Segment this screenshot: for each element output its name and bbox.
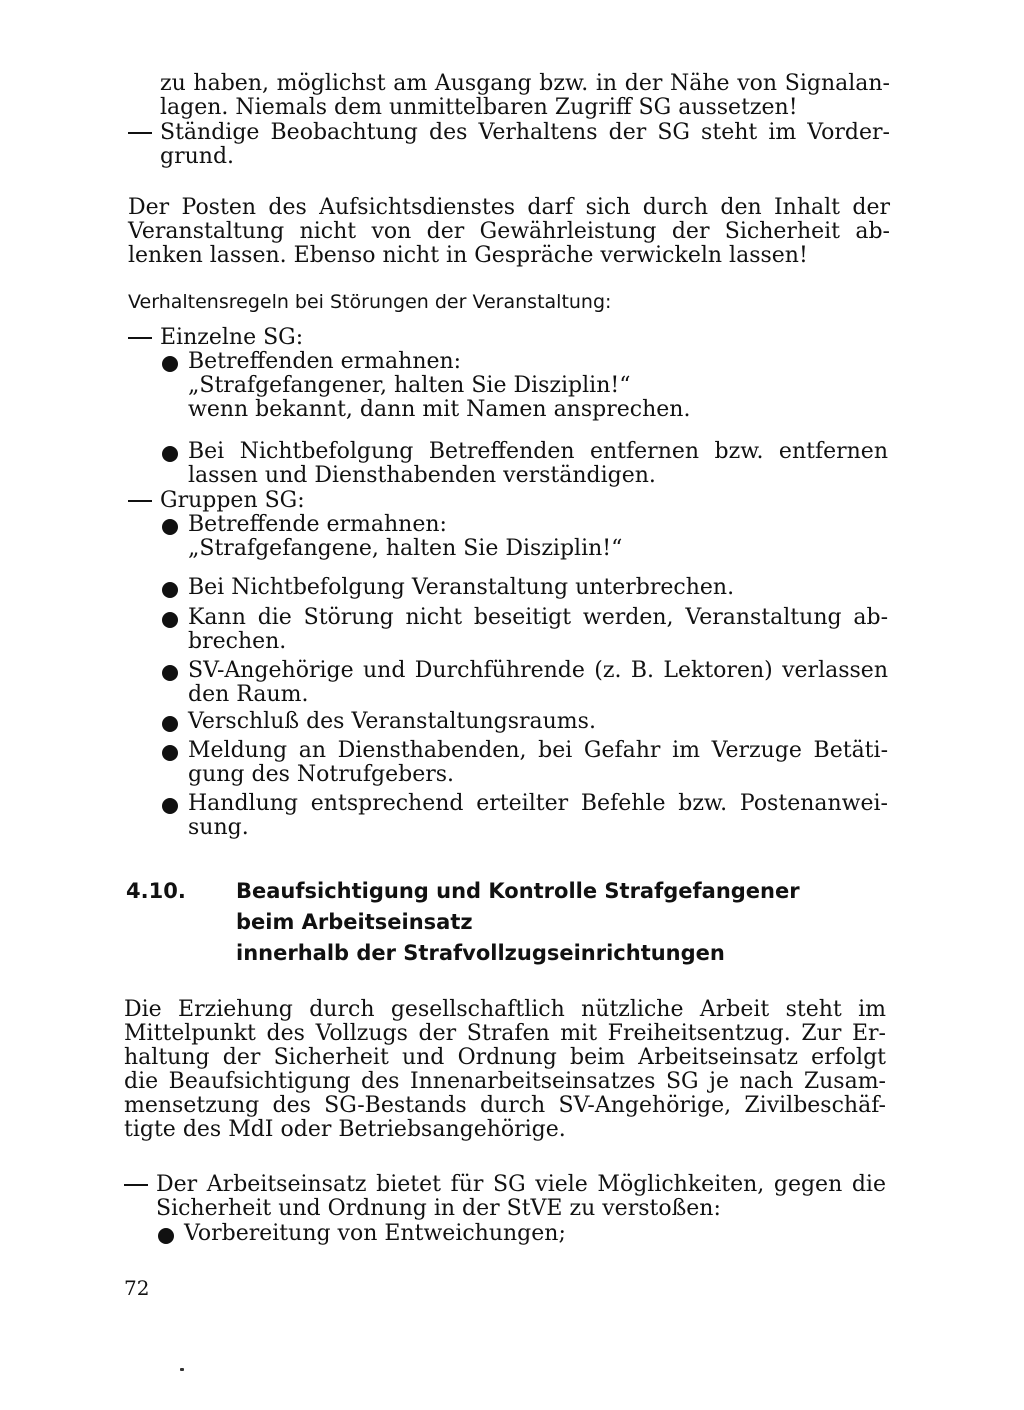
section-number: 4.10. <box>126 879 186 903</box>
section-title-line: Beaufsichtigung und Kontrolle Strafgefangener <box>236 879 800 903</box>
paragraph-erziehung <box>124 998 886 1142</box>
bullet-item <box>188 710 888 734</box>
text-line: Handlung entsprechend erteilter Befehle bzw. Postenanwei- <box>188 791 888 816</box>
text-line: Bei Nichtbefolgung Veranstaltung unterbrechen. <box>188 575 735 600</box>
bullet-icon <box>162 716 178 732</box>
bullet-icon <box>162 356 178 372</box>
text-line: Ständige Beobachtung des Verhaltens der SG steht im Vorder- <box>160 120 890 145</box>
text-line: Der Arbeitseinsatz bietet für SG viele Möglichkeiten, gegen die <box>156 1172 886 1197</box>
bullet-icon <box>162 798 178 814</box>
text-line: Die Erziehung durch gesellschaftlich nützliche Arbeit steht im <box>124 997 886 1022</box>
dash-marker <box>128 500 152 502</box>
dash-item-arbeitseinsatz <box>156 1173 886 1221</box>
section-title <box>236 876 876 969</box>
text-line: die Beaufsichtigung des Innenarbeitseinsatzes SG je nach Zusam- <box>124 1069 886 1094</box>
text-line: Meldung an Diensthabenden, bei Gefahr im Verzuge Betäti- <box>188 738 888 763</box>
text-line: brechen. <box>188 629 287 654</box>
dash-marker <box>128 132 152 134</box>
text-line: lagen. Niemals dem unmittelbaren Zugriff SG aussetzen! <box>160 95 798 120</box>
text-line: Sicherheit und Ordnung in der StVE zu verstoßen: <box>156 1196 721 1221</box>
bullet-icon <box>158 1228 174 1244</box>
gruppen-label: Gruppen SG: <box>160 488 305 513</box>
bullet-item: Vorbereitung von Entweichungen; <box>184 1221 566 1246</box>
bullet-icon <box>162 665 178 681</box>
text-line: den Raum. <box>188 682 309 707</box>
bullet-item <box>188 792 888 840</box>
text-line: sung. <box>188 815 249 840</box>
text-line: Bei Nichtbefolgung Betreffenden entfernen bzw. entfernen <box>188 439 888 464</box>
text-line: Betreffenden ermahnen: <box>188 349 462 374</box>
paragraph-posten <box>128 196 890 268</box>
bullet-icon <box>162 446 178 462</box>
bullet-icon <box>162 612 178 628</box>
text-line: mensetzung des SG-Bestands durch SV-Angehörige, Zivilbeschäf- <box>124 1093 886 1118</box>
dash-marker <box>128 337 152 339</box>
bullet-icon <box>162 519 178 535</box>
text-line: tigte des MdI oder Betriebsangehörige. <box>124 1117 566 1142</box>
einzelne-label: Einzelne SG: <box>160 325 304 350</box>
text-line: lenken lassen. Ebenso nicht in Gespräche verwickeln lassen! <box>128 243 808 268</box>
quote-line: „Strafgefangene, halten Sie Disziplin!“ <box>188 536 623 561</box>
text-line: Kann die Störung nicht beseitigt werden, Veranstaltung ab- <box>188 605 888 630</box>
text-line: Verschluß des Veranstaltungsraums. <box>188 709 596 734</box>
bullet-item <box>188 440 888 488</box>
rules-heading: Verhaltensregeln bei Störungen der Veranstaltung: <box>128 291 612 313</box>
scan-speck <box>180 1368 184 1371</box>
continuation-text <box>160 72 890 120</box>
text-line: lassen und Diensthabenden verständigen. <box>188 463 656 488</box>
text-line: SV-Angehörige und Durchführende (z. B. Lektoren) verlassen <box>188 658 888 683</box>
text-line: wenn bekannt, dann mit Namen ansprechen. <box>188 397 691 422</box>
bullet-icon <box>162 745 178 761</box>
bullet-item <box>188 350 888 422</box>
bullet-icon <box>162 582 178 598</box>
bullet-item <box>188 739 888 787</box>
text-line: zu haben, möglichst am Ausgang bzw. in der Nähe von Signalan- <box>160 71 890 96</box>
section-title-line: beim Arbeitseinsatz <box>236 910 473 934</box>
text-line: Veranstaltung nicht von der Gewährleistung der Sicherheit ab- <box>128 219 890 244</box>
section-title-line: innerhalb der Strafvollzugseinrichtungen <box>236 941 725 965</box>
bullet-item <box>188 606 888 654</box>
dash-marker <box>124 1184 148 1186</box>
text-line: Mittelpunkt des Vollzugs der Strafen mit Freiheitsentzug. Zur Er- <box>124 1021 886 1046</box>
text-line: gung des Notrufgebers. <box>188 762 455 787</box>
bullet-item <box>188 513 888 561</box>
dash-item-beobachtung <box>160 121 890 169</box>
text-line: grund. <box>160 144 235 169</box>
page-number: 72 <box>124 1276 150 1300</box>
text-line: Der Posten des Aufsichtsdienstes darf sich durch den Inhalt der <box>128 195 890 220</box>
text-line: haltung der Sicherheit und Ordnung beim Arbeitseinsatz erfolgt <box>124 1045 886 1070</box>
quote-line: „Strafgefangener, halten Sie Disziplin!“ <box>188 373 631 398</box>
text-line: Betreffende ermahnen: <box>188 512 447 537</box>
bullet-item <box>188 576 888 600</box>
bullet-item <box>188 659 888 707</box>
